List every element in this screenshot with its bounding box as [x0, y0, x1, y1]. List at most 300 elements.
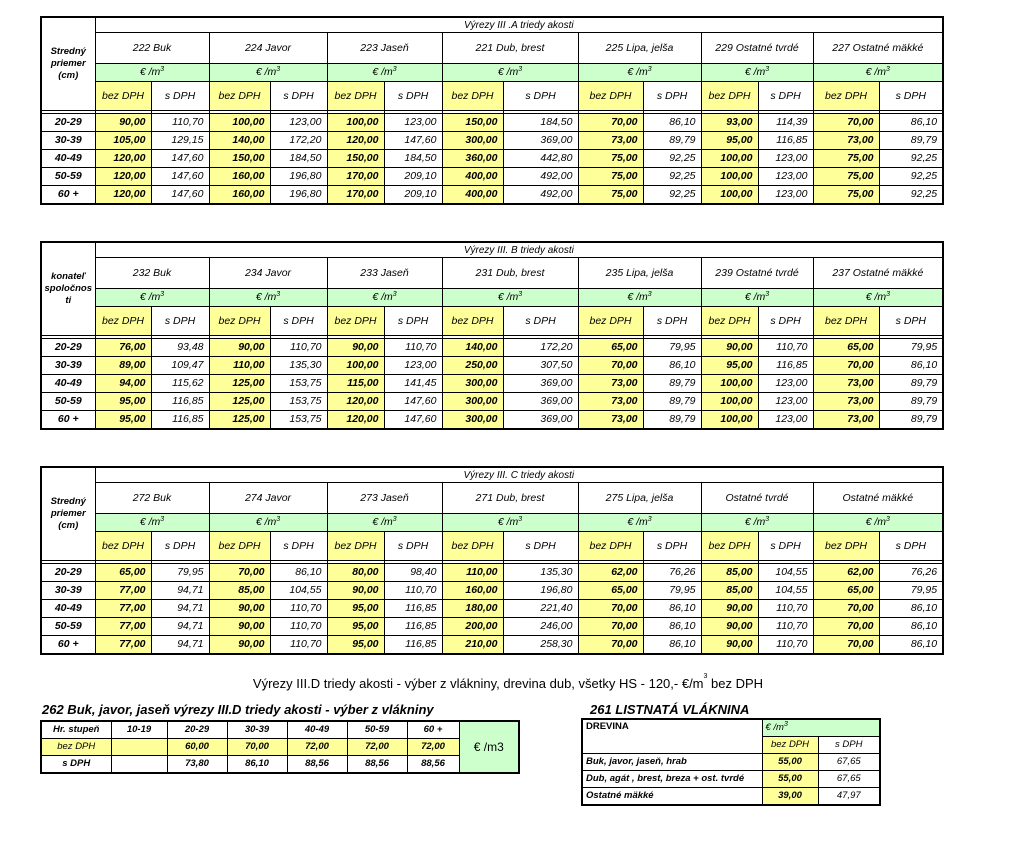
price-bez-dph: 300,00	[442, 411, 503, 430]
price-s-dph: 89,79	[879, 411, 943, 430]
price-s-dph: 115,62	[151, 375, 209, 393]
price-bez-dph: 120,00	[95, 168, 151, 186]
price-s-dph: 86,10	[643, 600, 701, 618]
price-bez-dph: 100,00	[701, 375, 758, 393]
diameter-label: 50-59	[41, 618, 95, 636]
price-s-dph: 86,10	[879, 618, 943, 636]
price-bez-dph: 73,00	[813, 411, 879, 430]
price-s-dph: 79,95	[643, 582, 701, 600]
price-bez-dph: 160,00	[209, 186, 270, 205]
price-bez-dph: 62,00	[813, 564, 879, 582]
diameter-label: 30-39	[41, 357, 95, 375]
price-bez-dph: 70,00	[813, 600, 879, 618]
price-row	[41, 618, 943, 636]
price-s-dph: 209,10	[384, 168, 442, 186]
t262-s-3: 86,10	[227, 756, 287, 774]
price-bez-dph: 120,00	[327, 393, 384, 411]
species-header: Ostatné mäkké	[813, 483, 943, 514]
bez-dph-header: bez DPH	[209, 307, 270, 336]
price-bez-dph: 160,00	[442, 582, 503, 600]
note-quality-d: Výrezy III.D triedy akosti - výber z vlákniny, drevina dub, všetky HS - 120,- $€/m^3$ bez DPH	[252, 673, 764, 691]
t262-bez-row	[41, 739, 519, 756]
price-row	[41, 132, 943, 150]
diameter-label: 40-49	[41, 375, 95, 393]
price-s-dph: 172,20	[270, 132, 327, 150]
price-s-dph: 123,00	[270, 114, 327, 132]
price-bez-dph: 250,00	[442, 357, 503, 375]
price-s-dph: 116,85	[384, 600, 442, 618]
t261-row	[582, 771, 880, 788]
price-s-dph: 442,80	[503, 150, 578, 168]
price-s-dph: 93,48	[151, 339, 209, 357]
species-header: 235 Lipa, jelša	[578, 258, 701, 289]
price-s-dph: 492,00	[503, 168, 578, 186]
price-s-dph: 258,30	[503, 636, 578, 655]
price-s-dph: 86,10	[643, 357, 701, 375]
price-s-dph: 104,55	[270, 582, 327, 600]
t262-head-2: 20-29	[167, 721, 227, 739]
price-s-dph: 110,70	[270, 618, 327, 636]
t262-unit: € /m3	[459, 721, 519, 773]
price-bez-dph: 90,00	[701, 636, 758, 655]
unit-cell: € $/m^3$	[813, 514, 943, 532]
price-bez-dph: 70,00	[209, 564, 270, 582]
price-bez-dph: 73,00	[813, 375, 879, 393]
t261-row	[582, 788, 880, 806]
bez-dph-header: bez DPH	[209, 82, 270, 111]
price-bez-dph: 100,00	[701, 411, 758, 430]
unit-cell: € $/m^3$	[209, 64, 327, 82]
price-bez-dph: 95,00	[701, 357, 758, 375]
species-row	[41, 258, 943, 289]
price-s-dph: 369,00	[503, 393, 578, 411]
s-dph-header: s DPH	[643, 82, 701, 111]
table-quality-c	[40, 466, 944, 655]
bez-dph-header: bez DPH	[701, 307, 758, 336]
price-s-dph: 147,60	[151, 150, 209, 168]
price-bez-dph: 70,00	[578, 114, 643, 132]
vat-header-row	[41, 307, 943, 336]
diameter-label: 30-39	[41, 132, 95, 150]
price-row	[41, 564, 943, 582]
price-bez-dph: 120,00	[95, 186, 151, 205]
unit-row	[41, 514, 943, 532]
price-s-dph: 94,71	[151, 582, 209, 600]
species-header: 232 Buk	[95, 258, 209, 289]
price-bez-dph: 100,00	[327, 114, 384, 132]
price-bez-dph: 90,00	[95, 114, 151, 132]
t261-col-label: DREVINA	[582, 719, 762, 754]
t262-title: 262 Buk, javor, jaseň výrezy III.D triedy akosti - výber z vlákniny	[42, 702, 434, 717]
price-bez-dph: 95,00	[327, 600, 384, 618]
row-header-label: konateľ spoločnos ti	[41, 242, 95, 336]
s-dph-header: s DPH	[503, 307, 578, 336]
t261-s-head: s DPH	[818, 737, 880, 754]
price-s-dph: 147,60	[151, 186, 209, 205]
price-bez-dph: 100,00	[701, 168, 758, 186]
price-row	[41, 600, 943, 618]
t262-header-row	[41, 721, 519, 739]
species-row	[41, 33, 943, 64]
species-header: 272 Buk	[95, 483, 209, 514]
price-s-dph: 114,39	[758, 114, 813, 132]
s-dph-header: s DPH	[879, 532, 943, 561]
bez-dph-header: bez DPH	[701, 82, 758, 111]
price-s-dph: 153,75	[270, 375, 327, 393]
t262-s-1	[111, 756, 167, 774]
price-bez-dph: 90,00	[209, 339, 270, 357]
price-bez-dph: 70,00	[578, 600, 643, 618]
t262-head-4: 40-49	[287, 721, 347, 739]
price-bez-dph: 94,00	[95, 375, 151, 393]
price-bez-dph: 65,00	[578, 339, 643, 357]
price-s-dph: 86,10	[270, 564, 327, 582]
price-bez-dph: 85,00	[209, 582, 270, 600]
diameter-label: 60 +	[41, 636, 95, 655]
species-header: 275 Lipa, jelša	[578, 483, 701, 514]
price-bez-dph: 120,00	[327, 132, 384, 150]
price-bez-dph: 300,00	[442, 375, 503, 393]
bez-dph-header: bez DPH	[442, 82, 503, 111]
price-s-dph: 86,10	[643, 636, 701, 655]
s-dph-header: s DPH	[151, 307, 209, 336]
price-bez-dph: 75,00	[813, 186, 879, 205]
price-s-dph: 94,71	[151, 636, 209, 655]
price-s-dph: 94,71	[151, 618, 209, 636]
bez-dph-header: bez DPH	[442, 532, 503, 561]
species-header: 224 Javor	[209, 33, 327, 64]
price-bez-dph: 77,00	[95, 636, 151, 655]
t262-head-5: 50-59	[347, 721, 407, 739]
t262-s-label: s DPH	[41, 756, 111, 774]
table-title: Výrezy III. C triedy akosti	[95, 467, 943, 483]
price-bez-dph: 70,00	[578, 618, 643, 636]
price-s-dph: 141,45	[384, 375, 442, 393]
price-bez-dph: 73,00	[578, 411, 643, 430]
price-s-dph: 110,70	[270, 339, 327, 357]
price-s-dph: 110,70	[270, 600, 327, 618]
price-bez-dph: 100,00	[701, 186, 758, 205]
price-s-dph: 172,20	[503, 339, 578, 357]
diameter-label: 30-39	[41, 582, 95, 600]
s-dph-header: s DPH	[758, 307, 813, 336]
price-bez-dph: 140,00	[209, 132, 270, 150]
t261-row-s: 47,97	[818, 788, 880, 806]
price-s-dph: 110,70	[151, 114, 209, 132]
price-bez-dph: 90,00	[701, 339, 758, 357]
price-s-dph: 147,60	[151, 168, 209, 186]
unit-cell: € $/m^3$	[327, 514, 442, 532]
bez-dph-header: bez DPH	[813, 82, 879, 111]
price-s-dph: 116,85	[151, 411, 209, 430]
price-bez-dph: 170,00	[327, 168, 384, 186]
price-s-dph: 147,60	[384, 132, 442, 150]
price-s-dph: 369,00	[503, 132, 578, 150]
price-bez-dph: 85,00	[701, 564, 758, 582]
bez-dph-header: bez DPH	[578, 82, 643, 111]
price-s-dph: 123,00	[758, 393, 813, 411]
s-dph-header: s DPH	[879, 82, 943, 111]
price-bez-dph: 76,00	[95, 339, 151, 357]
price-bez-dph: 160,00	[209, 168, 270, 186]
price-s-dph: 76,26	[643, 564, 701, 582]
price-s-dph: 307,50	[503, 357, 578, 375]
t261-bez-head: bez DPH	[762, 737, 818, 754]
price-bez-dph: 210,00	[442, 636, 503, 655]
species-header: 273 Jaseň	[327, 483, 442, 514]
price-bez-dph: 90,00	[209, 618, 270, 636]
price-bez-dph: 65,00	[578, 582, 643, 600]
price-bez-dph: 100,00	[701, 393, 758, 411]
price-s-dph: 221,40	[503, 600, 578, 618]
price-bez-dph: 105,00	[95, 132, 151, 150]
price-row	[41, 168, 943, 186]
price-s-dph: 86,10	[879, 600, 943, 618]
price-s-dph: 86,10	[643, 618, 701, 636]
diameter-label: 20-29	[41, 114, 95, 132]
t261-row-name: Buk, javor, jaseň, hrab	[582, 754, 762, 771]
t262-s-2: 73,80	[167, 756, 227, 774]
price-bez-dph: 70,00	[578, 636, 643, 655]
price-bez-dph: 70,00	[813, 114, 879, 132]
price-s-dph: 209,10	[384, 186, 442, 205]
price-bez-dph: 77,00	[95, 582, 151, 600]
t261-row-name: Ostatné mäkké	[582, 788, 762, 806]
diameter-label: 40-49	[41, 150, 95, 168]
species-header: 239 Ostatné tvrdé	[701, 258, 813, 289]
unit-cell: € $/m^3$	[95, 64, 209, 82]
price-s-dph: 89,79	[879, 393, 943, 411]
price-row	[41, 357, 943, 375]
t262-bez-2: 60,00	[167, 739, 227, 756]
unit-cell: € $/m^3$	[442, 64, 578, 82]
row-header-label: Stredný priemer (cm)	[41, 467, 95, 561]
price-s-dph: 123,00	[384, 114, 442, 132]
diameter-label: 40-49	[41, 600, 95, 618]
price-bez-dph: 125,00	[209, 393, 270, 411]
t261-row-name: Dub, agát , brest, breza + ost. tvrdé	[582, 771, 762, 788]
price-bez-dph: 400,00	[442, 186, 503, 205]
unit-cell: € $/m^3$	[209, 289, 327, 307]
unit-cell: € $/m^3$	[578, 64, 701, 82]
s-dph-header: s DPH	[503, 532, 578, 561]
price-bez-dph: 95,00	[327, 618, 384, 636]
unit-cell: € $/m^3$	[813, 64, 943, 82]
price-s-dph: 116,85	[384, 618, 442, 636]
unit-cell: € $/m^3$	[578, 289, 701, 307]
unit-cell: € $/m^3$	[327, 289, 442, 307]
s-dph-header: s DPH	[270, 532, 327, 561]
t261-title: 261 LISTNATÁ VLÁKNINA	[590, 702, 750, 717]
price-bez-dph: 115,00	[327, 375, 384, 393]
unit-cell: € $/m^3$	[442, 289, 578, 307]
price-bez-dph: 93,00	[701, 114, 758, 132]
price-bez-dph: 80,00	[327, 564, 384, 582]
unit-cell: € $/m^3$	[701, 289, 813, 307]
price-s-dph: 104,55	[758, 582, 813, 600]
price-bez-dph: 300,00	[442, 393, 503, 411]
price-bez-dph: 73,00	[578, 393, 643, 411]
row-header-label: Stredný priemer (cm)	[41, 17, 95, 111]
t262-bez-3: 70,00	[227, 739, 287, 756]
price-bez-dph: 90,00	[327, 339, 384, 357]
price-s-dph: 129,15	[151, 132, 209, 150]
price-s-dph: 196,80	[270, 168, 327, 186]
price-bez-dph: 120,00	[327, 411, 384, 430]
species-row	[41, 483, 943, 514]
bez-dph-header: bez DPH	[209, 532, 270, 561]
unit-cell: € $/m^3$	[95, 514, 209, 532]
bez-dph-header: bez DPH	[327, 532, 384, 561]
price-bez-dph: 120,00	[95, 150, 151, 168]
price-s-dph: 86,10	[879, 114, 943, 132]
price-s-dph: 86,10	[643, 114, 701, 132]
price-s-dph: 153,75	[270, 411, 327, 430]
price-bez-dph: 150,00	[442, 114, 503, 132]
species-header: 231 Dub, brest	[442, 258, 578, 289]
bez-dph-header: bez DPH	[578, 532, 643, 561]
price-s-dph: 92,25	[879, 186, 943, 205]
price-bez-dph: 90,00	[701, 618, 758, 636]
price-row	[41, 393, 943, 411]
price-bez-dph: 95,00	[701, 132, 758, 150]
table-261	[581, 718, 881, 806]
price-s-dph: 116,85	[758, 357, 813, 375]
unit-cell: € $/m^3$	[209, 514, 327, 532]
price-s-dph: 123,00	[384, 357, 442, 375]
price-row	[41, 339, 943, 357]
price-s-dph: 369,00	[503, 411, 578, 430]
price-s-dph: 89,79	[643, 132, 701, 150]
price-s-dph: 86,10	[879, 357, 943, 375]
table-quality-a	[40, 16, 944, 205]
price-s-dph: 116,85	[384, 636, 442, 655]
t262-bez-1	[111, 739, 167, 756]
price-s-dph: 109,47	[151, 357, 209, 375]
unit-cell: € $/m^3$	[327, 64, 442, 82]
price-s-dph: 184,50	[270, 150, 327, 168]
bez-dph-header: bez DPH	[95, 307, 151, 336]
price-bez-dph: 360,00	[442, 150, 503, 168]
bez-dph-header: bez DPH	[813, 307, 879, 336]
price-s-dph: 153,75	[270, 393, 327, 411]
t262-bez-label: bez DPH	[41, 739, 111, 756]
price-bez-dph: 95,00	[95, 393, 151, 411]
price-s-dph: 196,80	[503, 582, 578, 600]
t261-header-row	[582, 719, 880, 737]
price-bez-dph: 100,00	[701, 150, 758, 168]
price-row	[41, 636, 943, 655]
bez-dph-header: bez DPH	[442, 307, 503, 336]
price-bez-dph: 85,00	[701, 582, 758, 600]
price-s-dph: 147,60	[384, 411, 442, 430]
price-s-dph: 196,80	[270, 186, 327, 205]
price-bez-dph: 125,00	[209, 375, 270, 393]
species-header: 229 Ostatné tvrdé	[701, 33, 813, 64]
t262-bez-5: 72,00	[347, 739, 407, 756]
t262-s-6: 88,56	[407, 756, 459, 774]
vat-header-row	[41, 532, 943, 561]
s-dph-header: s DPH	[643, 307, 701, 336]
price-bez-dph: 65,00	[95, 564, 151, 582]
price-s-dph: 94,71	[151, 600, 209, 618]
price-s-dph: 79,95	[151, 564, 209, 582]
table-262	[40, 720, 520, 774]
t262-head-3: 30-39	[227, 721, 287, 739]
diameter-label: 50-59	[41, 168, 95, 186]
unit-cell: € $/m^3$	[95, 289, 209, 307]
price-row	[41, 150, 943, 168]
diameter-label: 60 +	[41, 186, 95, 205]
species-header: 225 Lipa, jelša	[578, 33, 701, 64]
price-s-dph: 116,85	[151, 393, 209, 411]
species-header: Ostatné tvrdé	[701, 483, 813, 514]
unit-cell: € $/m^3$	[442, 514, 578, 532]
price-s-dph: 79,95	[643, 339, 701, 357]
bez-dph-header: bez DPH	[578, 307, 643, 336]
unit-row	[41, 289, 943, 307]
price-s-dph: 110,70	[384, 582, 442, 600]
unit-cell: € $/m^3$	[578, 514, 701, 532]
diameter-label: 60 +	[41, 411, 95, 430]
price-s-dph: 92,25	[643, 186, 701, 205]
price-s-dph: 79,95	[879, 339, 943, 357]
species-header: 221 Dub, brest	[442, 33, 578, 64]
price-s-dph: 98,40	[384, 564, 442, 582]
price-bez-dph: 89,00	[95, 357, 151, 375]
t261-unit: € $/m^3$	[762, 719, 880, 737]
price-bez-dph: 150,00	[209, 150, 270, 168]
price-s-dph: 123,00	[758, 411, 813, 430]
species-header: 227 Ostatné mäkké	[813, 33, 943, 64]
price-s-dph: 123,00	[758, 375, 813, 393]
t261-row-bez: 39,00	[762, 788, 818, 806]
price-s-dph: 92,25	[643, 150, 701, 168]
price-bez-dph: 70,00	[813, 357, 879, 375]
price-bez-dph: 62,00	[578, 564, 643, 582]
price-bez-dph: 65,00	[813, 582, 879, 600]
table-quality-b	[40, 241, 944, 430]
s-dph-header: s DPH	[270, 82, 327, 111]
price-row	[41, 114, 943, 132]
price-bez-dph: 70,00	[813, 618, 879, 636]
price-s-dph: 110,70	[270, 636, 327, 655]
t262-s-row	[41, 756, 519, 774]
s-dph-header: s DPH	[758, 532, 813, 561]
price-bez-dph: 65,00	[813, 339, 879, 357]
unit-cell: € $/m^3$	[813, 289, 943, 307]
bez-dph-header: bez DPH	[95, 532, 151, 561]
price-bez-dph: 110,00	[209, 357, 270, 375]
unit-cell: € $/m^3$	[701, 64, 813, 82]
price-bez-dph: 200,00	[442, 618, 503, 636]
t262-head-1: 10-19	[111, 721, 167, 739]
price-bez-dph: 75,00	[578, 150, 643, 168]
price-row	[41, 375, 943, 393]
price-s-dph: 184,50	[384, 150, 442, 168]
price-bez-dph: 73,00	[578, 375, 643, 393]
price-bez-dph: 70,00	[813, 636, 879, 655]
price-bez-dph: 90,00	[209, 600, 270, 618]
diameter-label: 20-29	[41, 339, 95, 357]
price-row	[41, 411, 943, 430]
species-header: 223 Jaseň	[327, 33, 442, 64]
price-row	[41, 582, 943, 600]
price-s-dph: 110,70	[384, 339, 442, 357]
s-dph-header: s DPH	[758, 82, 813, 111]
species-header: 271 Dub, brest	[442, 483, 578, 514]
price-s-dph: 110,70	[758, 600, 813, 618]
